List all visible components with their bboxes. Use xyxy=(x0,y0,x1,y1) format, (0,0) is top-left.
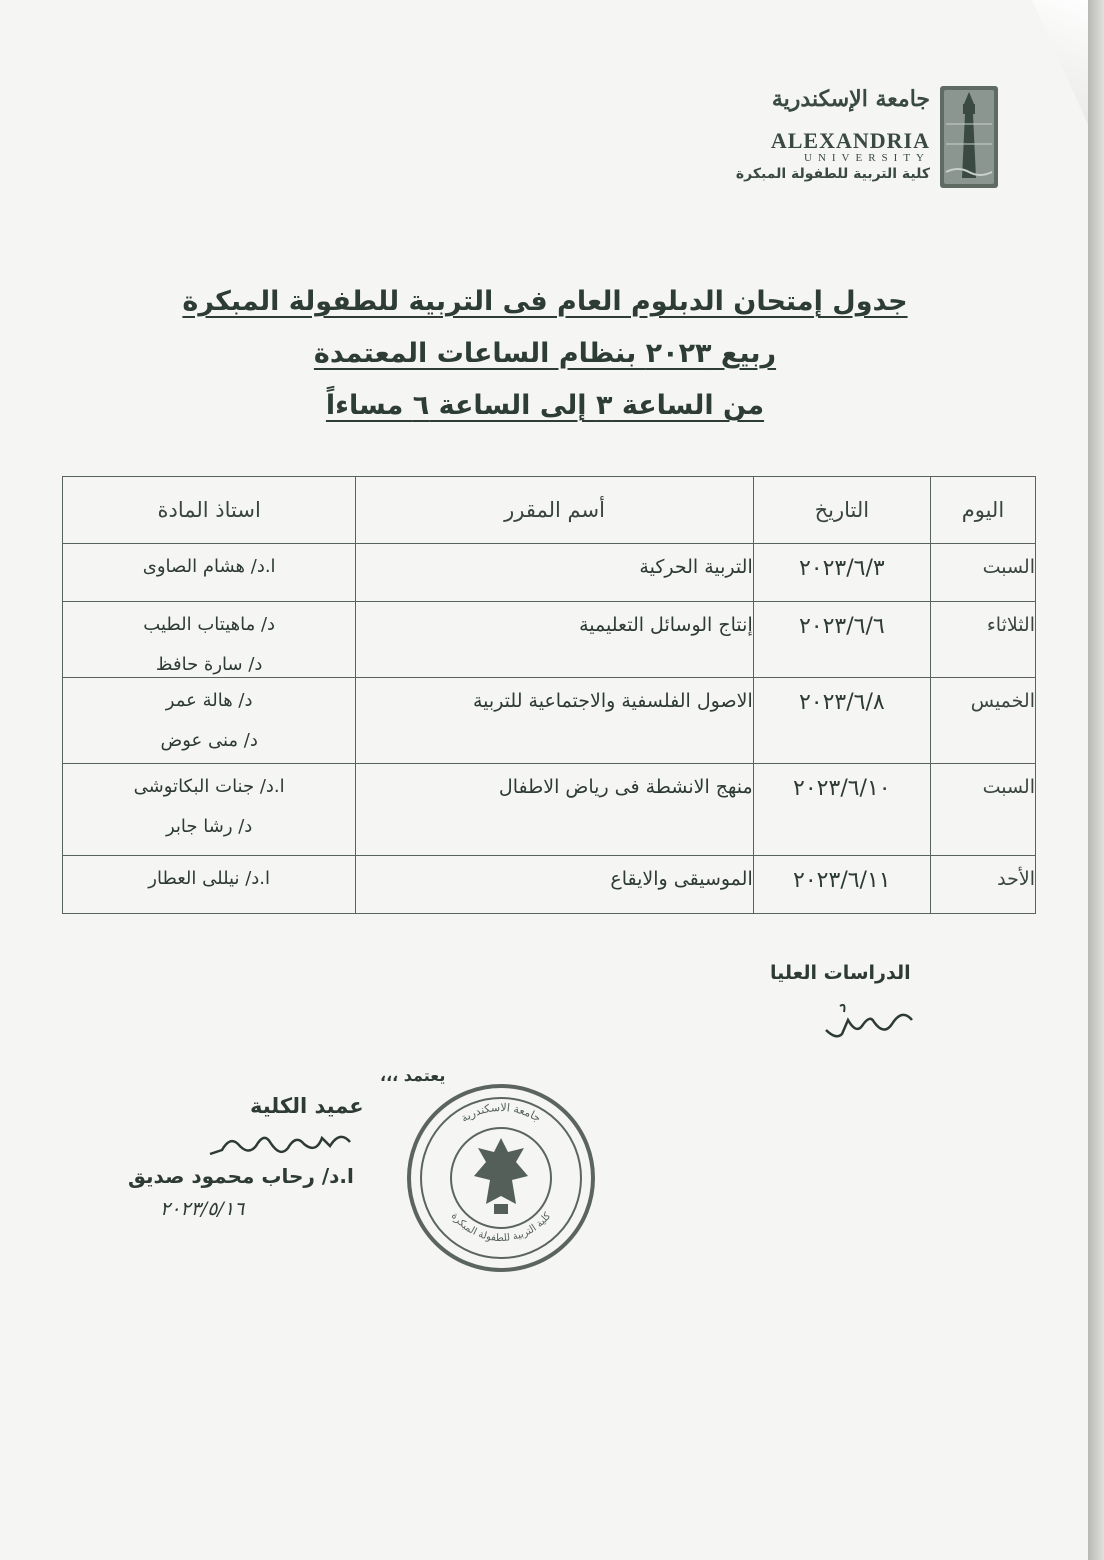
dean-name: ا.د/ رحاب محمود صديق xyxy=(128,1164,354,1188)
row-day: الخميس xyxy=(930,678,1035,764)
university-letterhead xyxy=(735,80,1000,200)
row-professors xyxy=(63,856,356,914)
title-line-3: من الساعة ٣ إلى الساعة ٦ مساءاً xyxy=(325,390,765,421)
professor-name: د/ رشا جابر xyxy=(165,816,253,837)
table-row xyxy=(63,856,1036,914)
table-row xyxy=(63,678,1036,764)
header-day: اليوم xyxy=(930,477,1035,544)
row-course: التربية الحركية xyxy=(356,544,753,602)
row-date: ٢٠٢٣/٦/١٠ xyxy=(753,764,930,856)
professor-name: د/ ماهيتاب الطيب xyxy=(143,614,276,635)
official-stamp-icon xyxy=(404,1080,598,1276)
dean-title: عميد الكلية xyxy=(250,1094,364,1118)
row-day: السبت xyxy=(930,764,1035,856)
lighthouse-emblem-icon xyxy=(938,84,1000,190)
dean-signature-icon xyxy=(200,1124,360,1162)
row-date: ٢٠٢٣/٦/٦ xyxy=(753,602,930,678)
row-course: الموسيقى والايقاع xyxy=(356,856,753,914)
row-course: إنتاج الوسائل التعليمية xyxy=(356,602,753,678)
professor-name: ا.د/ جنات البكاتوشى xyxy=(133,776,285,797)
exam-schedule-table xyxy=(62,476,1036,914)
professor-name: د/ منى عوض xyxy=(160,730,258,751)
graduate-studies-label: الدراسات العليا xyxy=(770,962,911,984)
approved-label: يعتمد ،،، xyxy=(380,1066,446,1085)
table-row xyxy=(63,602,1036,678)
row-professors xyxy=(63,678,356,764)
header-date: التاريخ xyxy=(753,477,930,544)
row-day: السبت xyxy=(930,544,1035,602)
row-day: الثلاثاء xyxy=(930,602,1035,678)
row-date: ٢٠٢٣/٦/١١ xyxy=(753,856,930,914)
page-edge-shadow xyxy=(1088,0,1104,1560)
header-course: أسم المقرر xyxy=(356,477,753,544)
row-course: الاصول الفلسفية والاجتماعية للتربية xyxy=(356,678,753,764)
row-day: الأحد xyxy=(930,856,1035,914)
professor-name: د/ هالة عمر xyxy=(165,690,253,711)
graduate-studies-signature-icon xyxy=(812,1000,922,1044)
row-date: ٢٠٢٣/٦/٨ xyxy=(753,678,930,764)
dean-date: ٢٠٢٣/٥/١٦ xyxy=(160,1198,245,1220)
row-course: منهج الانشطة فى رياض الاطفال xyxy=(356,764,753,856)
header-professor: استاذ المادة xyxy=(63,477,356,544)
stamp-top-text: جامعة الاسكندرية xyxy=(458,1100,544,1125)
table-header-row xyxy=(63,477,1036,544)
professor-name: ا.د/ نيللى العطار xyxy=(148,868,271,889)
row-professors xyxy=(63,602,356,678)
professor-name: د/ سارة حافظ xyxy=(155,654,263,675)
university-name-english: ALEXANDRIA xyxy=(770,128,930,153)
title-line-1: جدول إمتحان الدبلوم العام فى التربية للطفولة المبكرة xyxy=(182,286,908,317)
row-date: ٢٠٢٣/٦/٣ xyxy=(753,544,930,602)
title-line-2: ربيع ٢٠٢٣ بنظام الساعات المعتمدة xyxy=(313,338,777,369)
table-row xyxy=(63,544,1036,602)
stamp-bottom-text: كلية التربية للطفولة المبكرة xyxy=(448,1210,554,1244)
table-row xyxy=(63,764,1036,856)
faculty-name: كلية التربية للطفولة المبكرة xyxy=(735,166,930,182)
row-professors xyxy=(63,764,356,856)
professor-name: ا.د/ هشام الصاوى xyxy=(142,556,276,577)
university-name-arabic: جامعة الإسكندرية xyxy=(771,86,930,112)
university-subtitle: UNIVERSITY xyxy=(804,152,930,164)
row-professors xyxy=(63,544,356,602)
